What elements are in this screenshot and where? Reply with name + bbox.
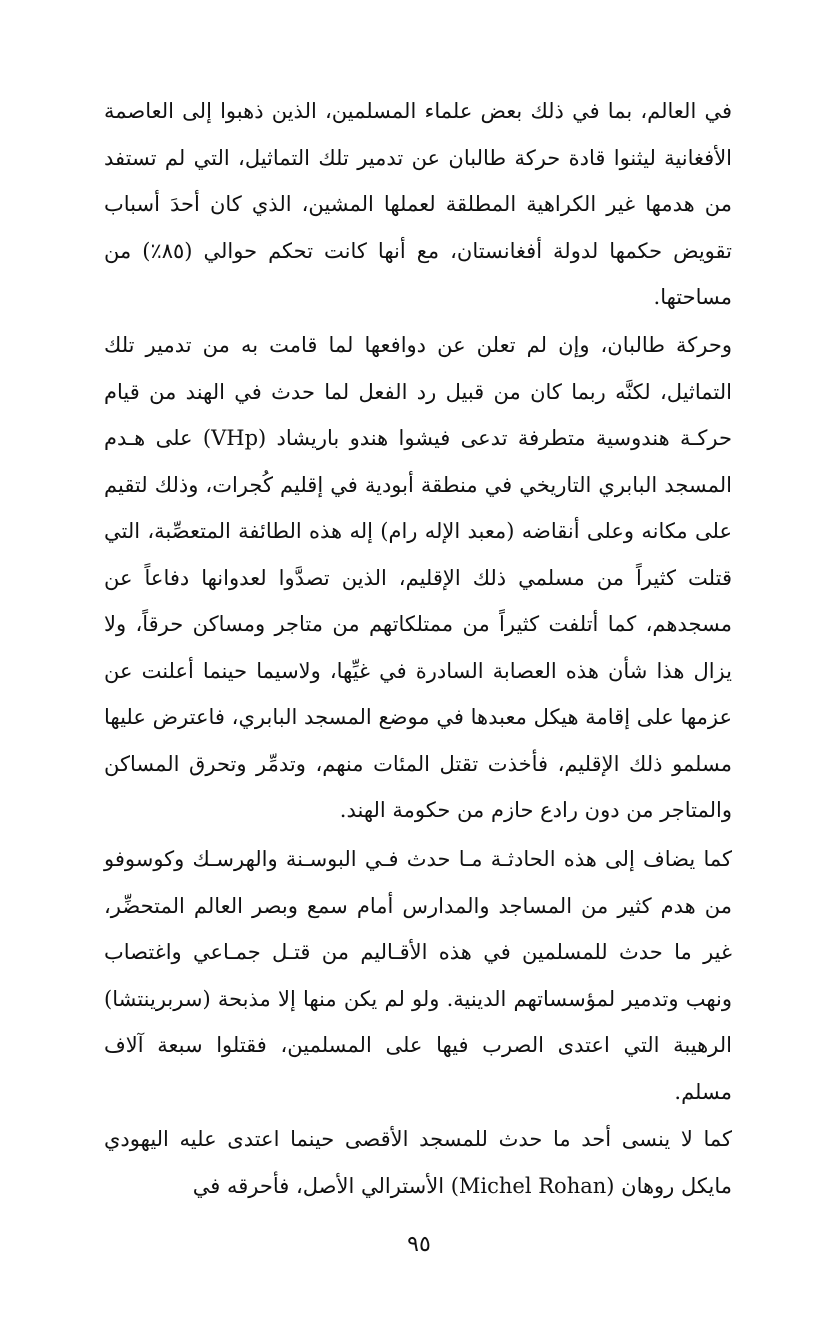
paragraph-4: كما لا ينسى أحد ما حدث للمسجد الأقصى حينما اعتدى عليه اليهودي مايكل روهان (Michel Rohan) الأسترالي الأصل، فأحرقه في bbox=[104, 1127, 732, 1198]
paragraph-2: وحركة طالبان، وإن لم تعلن عن دوافعها لما قامت به من تدمير تلك التماثيل، لكنَّه ربما كان من قبيل رد الفعل لما حدث في الهند من قيام حركـة هندوسية متطرفة تدعى فيشوا هندو باريشاد (VHp) على هـدم المسجد البابري التاريخي في منطقة أبودية في إقليم كُجرات، وذلك لتقيم على مكانه وعلى أنقاضه (معبد الإله رام) إله هذه الطائفة المتعصِّبة، التي قتلت كثيراً من مسلمي ذلك الإقليم، الذين تصدَّوا لعدوانها دفاعاً عن مسجدهم، كما أتلفت كثيراً من ممتلكاتهم من متاجر ومساكن حرقاً، ولا يزال هذا شأن هذه العصابة السادرة في غيِّها، ولاسيما حينما أعلنت عن عزمها على إقامة هيكل معبدها في موضع المسجد البابري، فاعترض عليها مسلمو ذلك الإقليم، فأخذت تقتل المئات منهم، وتدمِّر وتحرق المساكن والمتاجر من دون رادع حازم من حكومة الهند. bbox=[104, 333, 733, 822]
paragraph-3: كما يضاف إلى هذه الحادثـة مـا حدث فـي البوسـنة والهرسـك وكوسوفو من هدم كثير من المساجد والمدارس أمام سمع وبصر العالم المتحضِّر، غير ما حدث للمسلمين في هذه الأقـاليم من قتـل جمـاعي واغتصاب ونهب وتدمير لمؤسساتهم الدينية. ولو لم يكن منها إلا مذبحة (سربرينتشا) الرهيبة التي اعتدى الصرب فيها على المسلمين، فقتلوا سبعة آلاف مسلم. bbox=[104, 847, 732, 1104]
page-number: ٩٥ bbox=[407, 1232, 431, 1257]
paragraph-1: في العالم، بما في ذلك بعض علماء المسلمين، الذين ذهبوا إلى العاصمة الأفغانية ليثنوا قادة حركة طالبان عن تدمير تلك التماثيل، التي لم تستفد من هدمها غير الكراهية المطلقة لعملها المشين، الذي كان أحدَ أسباب تقويض حكمها لدولة أفغانستان، مع أنها كانت تحكم حوالي (٨٥٪) من مساحتها. bbox=[104, 99, 732, 309]
